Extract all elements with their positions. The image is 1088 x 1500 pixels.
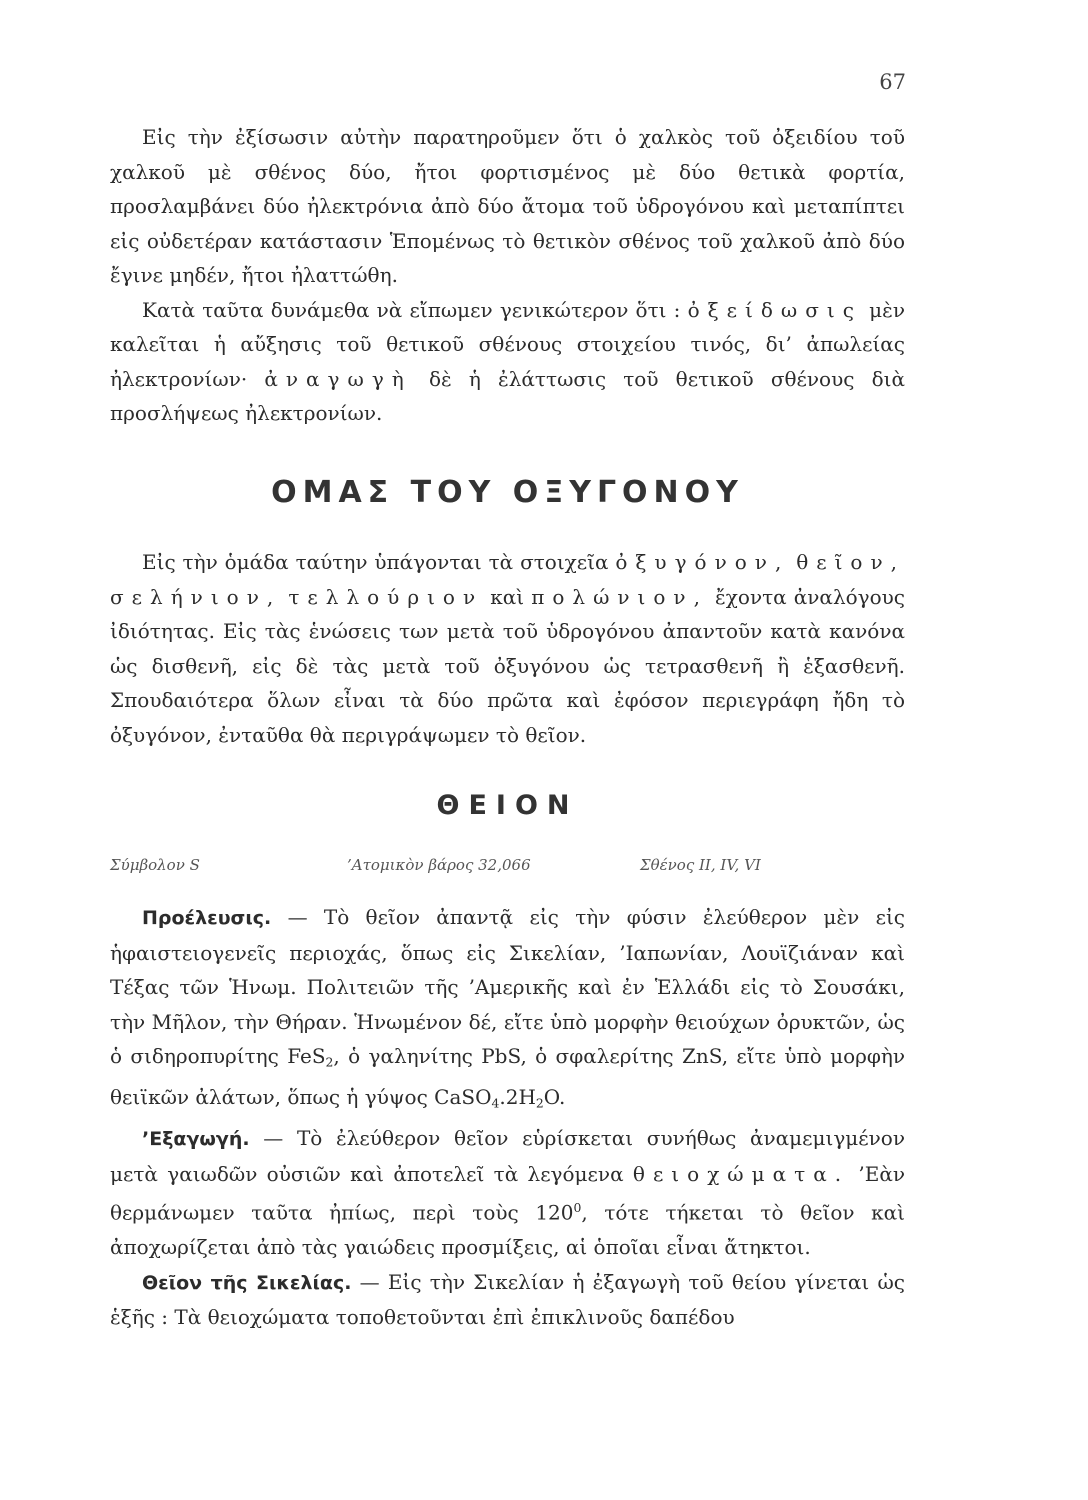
extraction-text-2: ’Εὰν θερμάνωμεν ταῦτα ἠπίως, περὶ τοὺς 120: [110, 1161, 906, 1225]
oxidation-definition: μὲν καλεῖται ἡ αὔξησις τοῦ θετικοῦ σθένους στοιχείου τινός, δι’ ἀπωλείας ἠλεκτρονίων·: [110, 297, 905, 391]
formula-galena: PbS: [481, 1044, 521, 1068]
term-reduction: ἀναγωγὴ: [264, 366, 412, 391]
origin-text-3: , ὁ σφαλερίτης: [520, 1044, 674, 1068]
sicily-title: Θεῖον τῆς Σικελίας.: [142, 1271, 352, 1294]
group-heading: ΟΜΑΣ ΤΟΥ ΟΞΥΓΟΝΟΥ: [271, 475, 744, 510]
intro-section: [110, 120, 905, 431]
formula-pyrite: FeS$_2$: [287, 1044, 334, 1070]
degree-mark: 0: [573, 1200, 582, 1216]
formula-sphalerite: ZnS: [681, 1044, 722, 1068]
element-tellurium: τελλούριον: [288, 584, 484, 609]
element-sulfur: θεῖον,: [796, 550, 905, 574]
reduction-definition: δὲ ἡ ἐλάττωσις τοῦ θετικοῦ σθένους διὰ προσλήψεως ἠλεκτρονίων.: [110, 366, 905, 425]
term-sulfur-earths: θειοχώματα.: [632, 1161, 850, 1186]
origin-text-1: — Τὸ θεῖον ἀπαντᾷ εἰς τὴν φύσιν ἐλεύθερον μὲν εἰς ἡφαιστειογενεῖς περιοχάς, ὅπως εἰς Σικελίαν, ’Ιαπωνίαν, Λουϊζιάναν καὶ Τέξας τῶν Ἡνωμ. Πολιτειῶν τῆς ’Αμερικῆς καὶ ἐν Ἑλλάδι εἰς τὸ Σουσάκι, τὴν Μῆλον, τὴν Θήραν. Ἡνωμένον δέ, εἴτε ὑπὸ μορφὴν θειούχων ὀρυκτῶν, ὡς ὁ σιδηροπυρίτης: [110, 905, 905, 1068]
paragraph-oxidation-definition: [110, 293, 905, 431]
group-intro: Εἰς τὴν ὁμάδα ταύτην ὑπάγονται τὰ στοιχεῖα: [142, 550, 609, 574]
element-polonium: πολώνιον,: [531, 584, 708, 609]
element-oxygen: ὀξυγόνον,: [615, 550, 790, 574]
property-valence: Σθένος II, IV, VI: [640, 856, 761, 874]
origin-title: Προέλευσις.: [142, 907, 272, 929]
group-section: [110, 545, 905, 752]
extraction-title: ’Εξαγωγή.: [142, 1128, 250, 1151]
property-symbol: Σύμβολον S: [110, 856, 200, 874]
extraction-text-1: — Τὸ ἐλεύθερον θεῖον εὑρίσκεται συνήθως ἀναμεμιγμένον μετὰ γαιωδῶν οὐσιῶν καὶ ἀποτελεῖ τὰ λεγόμενα: [110, 1126, 906, 1186]
page-number: 67: [879, 70, 906, 94]
element-heading: ΘΕΙΟΝ: [436, 790, 579, 821]
sulfur-section: [110, 900, 905, 1335]
paragraph-oxygen-group: [110, 545, 905, 752]
property-atomic-weight: ’Ατομικὸν βάρος 32,066: [347, 856, 531, 874]
extraction-text-3: , τότε τήκεται τὸ θεῖον καὶ ἀποχωρίζεται ἀπὸ τὰς γαιώδεις προσμίξεις, αἱ ὁποῖαι εἶναι ἄτηκτοι.: [110, 1200, 905, 1260]
origin-text-4: , εἴτε ὑπὸ μορφὴν θειϊκῶν ἀλάτων, ὅπως ἡ γύψος: [110, 1044, 906, 1110]
element-selenium: σελήνιον,: [110, 584, 282, 609]
oxidation-lead: Κατὰ ταῦτα δυνάμεθα νὰ εἴπωμεν γενικώτερον ὅτι :: [142, 297, 681, 322]
term-oxidation: ὀξείδωσις: [687, 297, 862, 322]
origin-text-2: , ὁ γαληνίτης: [333, 1044, 473, 1068]
formula-gypsum: $CaSO_4.2H_2O$.: [434, 1085, 566, 1111]
paragraph-equation-explanation: Εἰς τὴν ἐξίσωσιν αὐτὴν παρατηροῦμεν ὅτι ὁ χαλκὸς τοῦ ὀξειδίου τοῦ χαλκοῦ μὲ σθένος δύο, ἤτοι φορτισμένος μὲ δύο θετικὰ φορτία, προσλαμβάνει δύο ἠλεκτρόνια ἀπὸ δύο ἄτομα τοῦ ὑδρογόνου καὶ μεταπίπτει εἰς οὐδετέραν κατάστασιν Ἑπομένως τὸ θετικὸν σθένος τοῦ χαλκοῦ ἀπὸ δύο ἔγινε μηδέν, ἤτοι ἠλαττώθη.: [110, 125, 905, 287]
paragraph-origin: [110, 900, 905, 1121]
paragraph-sicily: [110, 1265, 905, 1335]
paragraph-extraction: [110, 1121, 905, 1264]
sicily-text: — Εἰς τὴν Σικελίαν ἡ ἐξαγωγὴ τοῦ θείου γίνεται ὡς ἑξῆς : Τὰ θειοχώματα τοποθετοῦνται ἐπὶ ἐπικλινοῦς δαπέδου: [110, 1269, 905, 1330]
conjunction-and: καὶ: [490, 584, 525, 609]
group-description: ἔχοντα ἀναλόγους ἰδιότητας. Εἰς τὰς ἑνώσεις των μετὰ τοῦ ὑδρογόνου ἀπαντοῦν κατὰ κανόνα ὡς δισθενῆ, εἰς δὲ τὰς μετὰ τοῦ ὀξυγόνου ὡς τετρασθενῆ ἢ ἑξασθενῆ. Σπουδαιότερα ὅλων εἶναι τὰ δύο πρῶτα καὶ ἐφόσον περιεγράφη ἤδη τὸ ὀξυγόνον, ἐνταῦθα θὰ περιγράψωμεν τὸ θεῖον.: [110, 584, 906, 747]
